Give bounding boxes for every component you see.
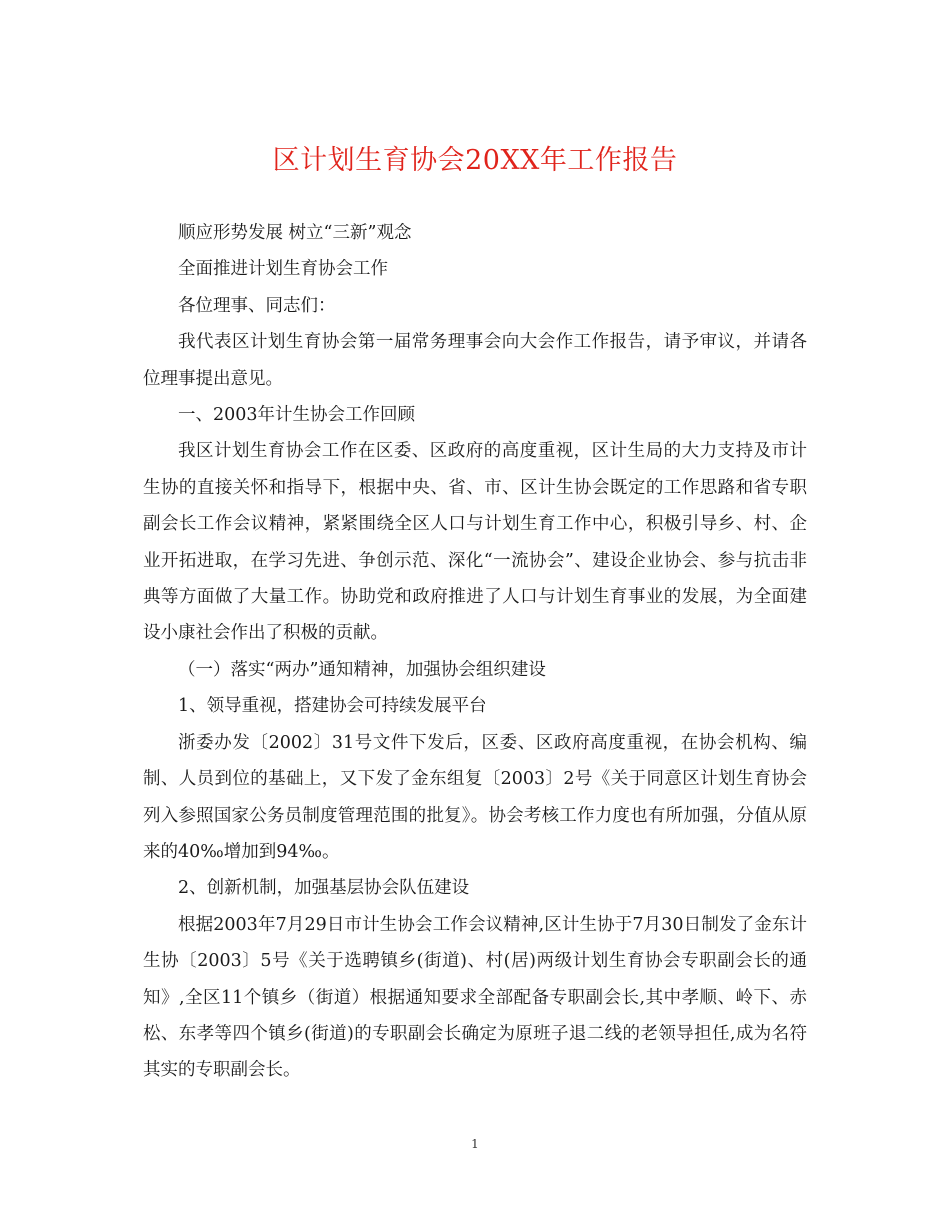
paragraph-mechanism: 根据2003年7月29日市计生协会工作会议精神,区计生协于7月30日制发了金东计生协〔2003〕5号《关于选聘镇乡(街道)、村(居)两级计划生育协会专职副会长的通知》,全区11个镇乡（街道）根据通知要求全部配备专职副会长,其中孝顺、岭下、赤松、东孝等四个镇乡(街道)的专职副会长确定为原班子退二线的老领导担任,成为名符其实的专职副会长。 xyxy=(143,914,807,1081)
paragraph-intro: 我代表区计划生育协会第一届常务理事会向大会作工作报告，请予审议，并请各位理事提出意见。 xyxy=(143,332,807,389)
page-number: 1 xyxy=(471,1137,479,1151)
paragraph-subtitle-1: 顺应形势发展 树立“三新”观念 xyxy=(178,223,412,243)
item-heading-leadership: 1、领导重视，搭建协会可持续发展平台 xyxy=(178,696,487,717)
document-title: 区计划生育协会20XX年工作报告 xyxy=(272,145,678,176)
section-heading-review: 一、2003年计生协会工作回顾 xyxy=(178,405,416,426)
paragraph-subtitle-2: 全面推进计划生育协会工作 xyxy=(178,259,388,280)
subsection-heading-organization: （一）落实“两办”通知精神，加强协会组织建设 xyxy=(178,659,546,680)
paragraph-review-summary: 我区计划生育协会工作在区委、区政府的高度重视，区计生局的大力支持及市计生协的直接关怀和指导下，根据中央、省、市、区计生协会既定的工作思路和省专职副会长工作会议精神，紧紧围绕全区人口与计划生育工作中心，积极引导乡、村、企业开拓进取，在学习先进、争创示范、深化“一流协会”、建设企业协会、参与抗击非典等方面做了大量工作。协助党和政府推进了人口与计划生育事业的发展，为全面建设小康社会作出了积极的贡献。 xyxy=(143,441,807,644)
document-body xyxy=(143,215,807,1089)
paragraph-leadership: 浙委办发〔2002〕31号文件下发后，区委、区政府高度重视，在协会机构、编制、人员到位的基础上，又下发了金东组复〔2003〕2号《关于同意区计划生育协会列入参照国家公务员制度管理范围的批复》。协会考核工作力度也有所加强，分值从原来的40‰增加到94‰。 xyxy=(143,732,807,862)
paragraph-salutation: 各位理事、同志们： xyxy=(178,295,336,316)
item-heading-mechanism: 2、创新机制，加强基层协会队伍建设 xyxy=(178,878,470,899)
